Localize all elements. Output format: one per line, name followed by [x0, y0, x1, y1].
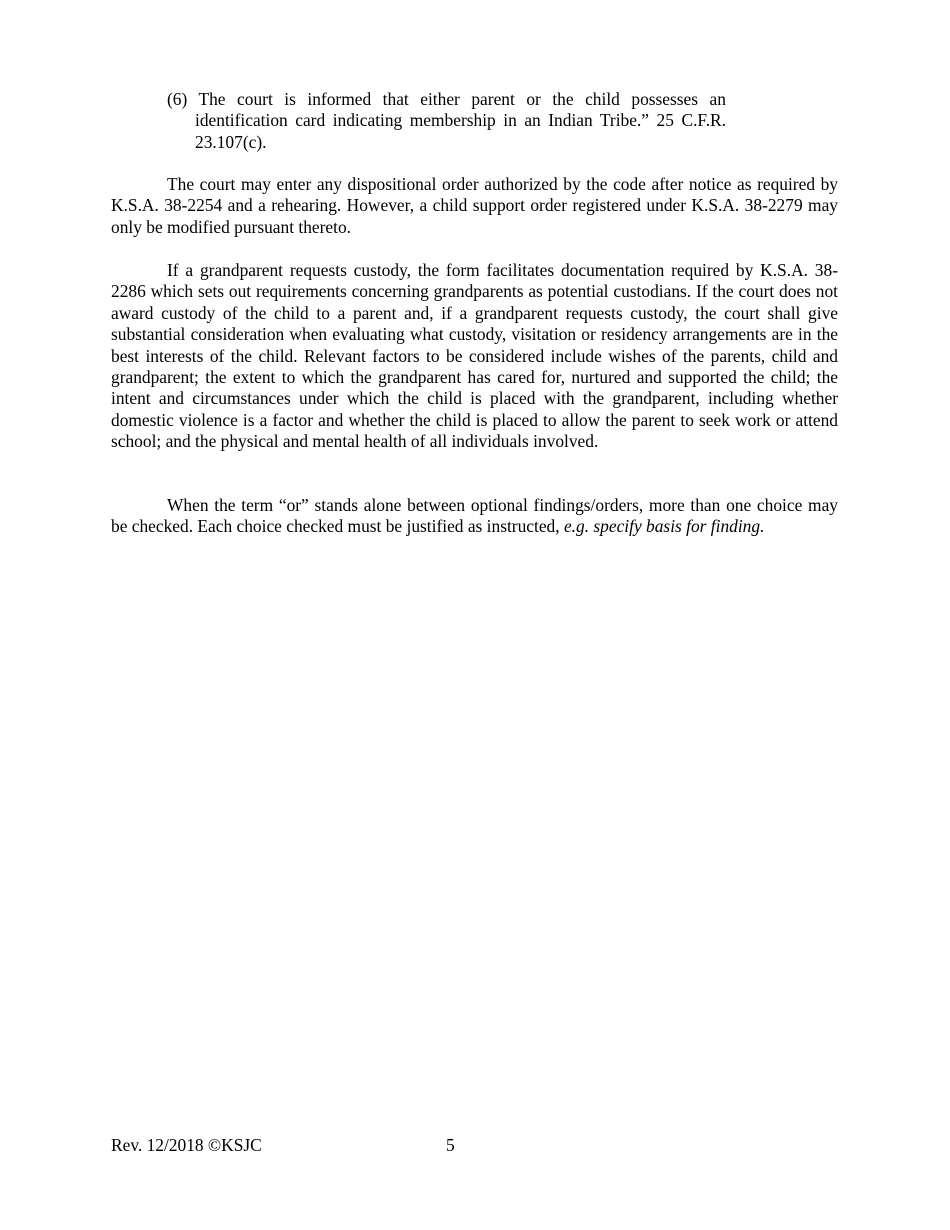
page-number: 5 [446, 1135, 455, 1155]
paragraph-dispositional-order: The court may enter any dispositional order authorized by the code after notice as required by K.S.A. 38-2254 and a rehearing. However, a child support order registered under K.S.A. 38-2279 may only be modified pursuant thereto. [111, 174, 838, 237]
list-item-number: (6) [167, 89, 188, 109]
paragraph-optional-findings [111, 495, 838, 538]
list-item-text: The court is informed that either parent or the child possesses an identification card indicating membership in an Indian Tribe.” 25 C.F.R. 23.107(c). [195, 89, 726, 152]
paragraph-grandparent-custody: If a grandparent requests custody, the form facilitates documentation required by K.S.A. 38-2286 which sets out requirements concerning grandparents as potential custodians. If the court does not award custody of the child to a parent and, if a grandparent requests custody, the court shall give substantial consideration when evaluating what custody, visitation or residency arrangements are in the best interests of the child. Relevant factors to be considered include wishes of the parents, child and grandparent; the extent to which the grandparent has cared for, nurtured and supported the child; the intent and circumstances under which the child is placed with the grandparent, including whether domestic violence is a factor and whether the child is placed to allow the parent to seek work or attend school; and the physical and mental health of all individuals involved. [111, 260, 838, 452]
paragraph-optional-findings-text: When the term “or” stands alone between optional findings/orders, more than one choice may be checked. Each choice checked must be justified as instructed, [111, 495, 838, 537]
paragraph-optional-findings-italic: e.g. specify basis for finding. [563, 516, 765, 537]
list-item-6 [167, 89, 726, 153]
footer-revision: Rev. 12/2018 ©KSJC [111, 1135, 262, 1155]
